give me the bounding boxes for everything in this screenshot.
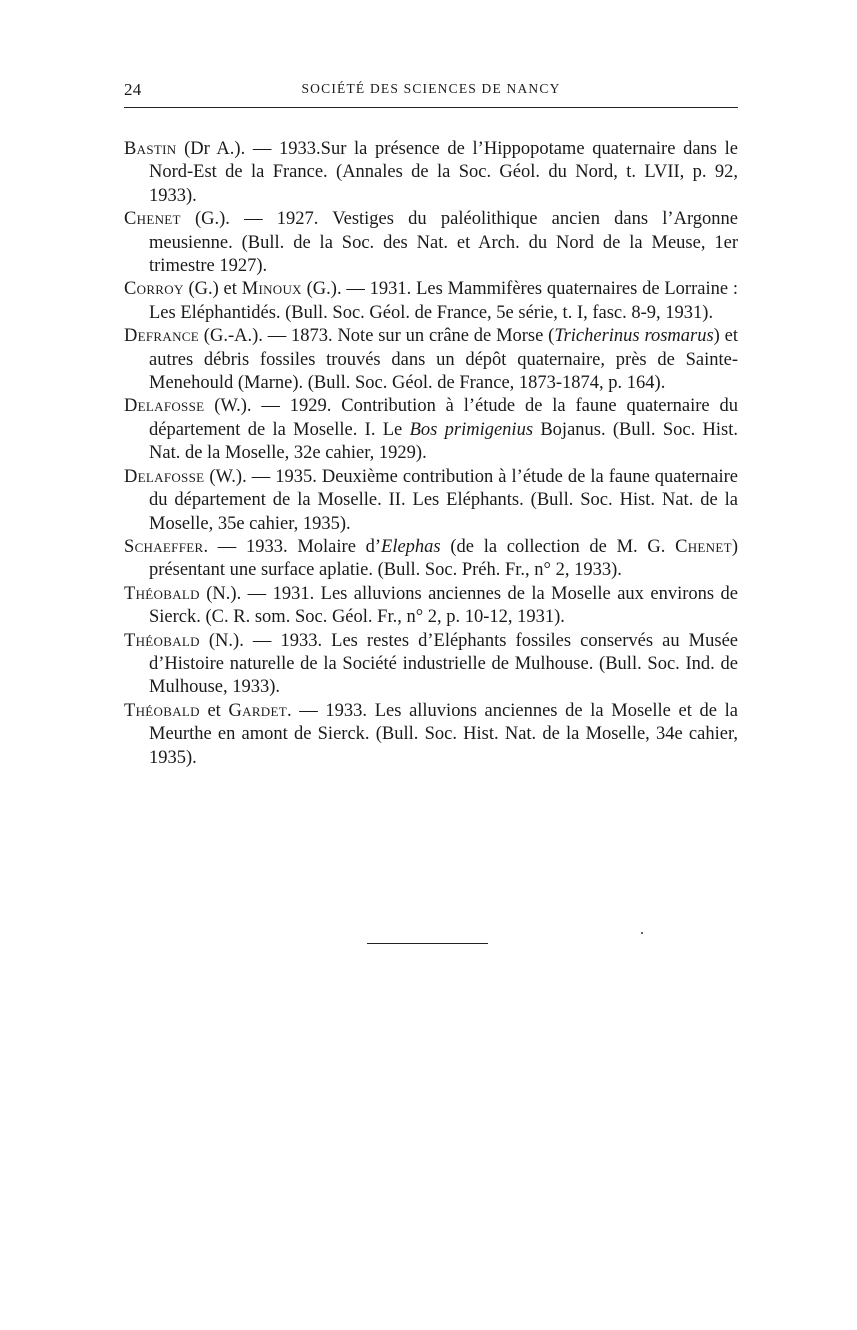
bibliography-entry bbox=[124, 278, 738, 325]
entry-author: Chenet bbox=[124, 209, 181, 230]
bibliography-entry bbox=[124, 583, 738, 630]
entry-text: (N.). — 1931. Les alluvions anciennes de la Moselle aux environs de Sierck. (C. R. som. Soc. Géol. Fr., n° 2, p. 10-12, 1931). bbox=[149, 583, 738, 628]
species-name: Bos primigenius bbox=[409, 419, 534, 440]
entry-text: . — 1933. Molaire d’ bbox=[203, 536, 382, 557]
species-name: Elephas bbox=[381, 536, 441, 557]
entry-author: Corroy bbox=[124, 279, 184, 300]
species-name: Tricherinus rosmarus bbox=[554, 326, 714, 347]
entry-text: (G.). — 1931. Les Mammifères quaternaires de Lorraine : Les Eléphantidés. (Bull. Soc. Géol. de France, 5e série, t. I, fasc. 8-9, 1931). bbox=[149, 279, 738, 323]
entry-text: (G.) et bbox=[183, 279, 242, 300]
entry-author: Théobald bbox=[124, 700, 200, 721]
entry-text: ) et autres débris fossiles trouvés dans un dépôt quaternaire, près de Sainte-Menehould (Marne). (Bull. Soc. Géol. de France, 1873-1874, p. 164). bbox=[149, 326, 738, 394]
bibliography-entry bbox=[124, 325, 738, 395]
entry-text: (N.). — 1933. Les restes d’Eléphants fossiles conservés au Musée d’Histoire naturelle de la Société industrielle de Mulhouse. (Bull. Soc. Ind. de Mulhouse, 1933). bbox=[149, 630, 738, 698]
entry-author: Théobald bbox=[124, 583, 200, 604]
entry-coauthor: Minoux bbox=[241, 279, 302, 300]
entry-text: Bojanus. (Bull. Soc. Hist. Nat. de la Moselle, 32e cahier, 1929). bbox=[149, 419, 739, 464]
print-speck bbox=[641, 932, 643, 934]
entry-text: ) présentant une surface aplatie. (Bull. Soc. Préh. Fr., n° 2, 1933). bbox=[149, 536, 738, 581]
bibliography-entry bbox=[124, 630, 738, 700]
end-rule bbox=[367, 943, 488, 944]
bibliography-entry bbox=[124, 395, 738, 465]
running-title: SOCIÉTÉ DES SCIENCES DE NANCY bbox=[301, 81, 561, 96]
entry-author: Bastin bbox=[124, 139, 177, 159]
bibliography-entry bbox=[124, 208, 738, 278]
entry-text: (W.). — 1929. Contribution à l’étude de la faune quaternaire du département de la Moselle. I. Le bbox=[149, 396, 738, 440]
bibliography-entry bbox=[124, 536, 738, 583]
page-number: 24 bbox=[124, 80, 142, 99]
header-rule bbox=[124, 107, 738, 108]
entry-author: Defrance bbox=[124, 326, 199, 347]
entry-coauthor: Gardet bbox=[228, 700, 287, 721]
entry-text: (Dr A.). — 1933.Sur la présence de l’Hippopotame quaternaire dans le Nord-Est de la France. (Annales de la Soc. Géol. du Nord, t. LVII, p. 92, 1933). bbox=[149, 139, 738, 206]
bibliography-list bbox=[124, 138, 738, 770]
bibliography-entry bbox=[124, 138, 738, 208]
entry-author: Schaeffer bbox=[124, 536, 204, 557]
bibliography-entry bbox=[124, 700, 738, 770]
entry-text: (de la collection de M. G. bbox=[440, 536, 676, 557]
entry-text: (W.). — 1935. Deuxième contribution à l’étude de la faune quaternaire du département de la Moselle. II. Les Eléphants. (Bull. Soc. Hist. Nat. de la Moselle, 35e cahier, 1935). bbox=[149, 466, 738, 534]
bibliography-entry bbox=[124, 466, 738, 536]
entry-text: (G.). — 1927. Vestiges du paléolithique ancien dans l’Argonne meusienne. (Bull. de la Soc. des Nat. et Arch. du Nord de la Meuse, 1er trimestre 1927). bbox=[149, 209, 738, 277]
entry-author: Delafosse bbox=[124, 396, 205, 417]
entry-text: (G.-A.). — 1873. Note sur un crâne de Morse ( bbox=[199, 326, 555, 347]
entry-author: Théobald bbox=[124, 630, 200, 651]
page-header bbox=[124, 80, 738, 104]
entry-text: . — 1933. Les alluvions anciennes de la Moselle et de la Meurthe en amont de Sierck. (Bull. Soc. Hist. Nat. de la Moselle, 34e cahier, 1935). bbox=[149, 700, 738, 768]
entry-author: Delafosse bbox=[124, 466, 205, 487]
entry-coauthor: Chenet bbox=[675, 536, 732, 557]
entry-text: et bbox=[199, 700, 229, 721]
